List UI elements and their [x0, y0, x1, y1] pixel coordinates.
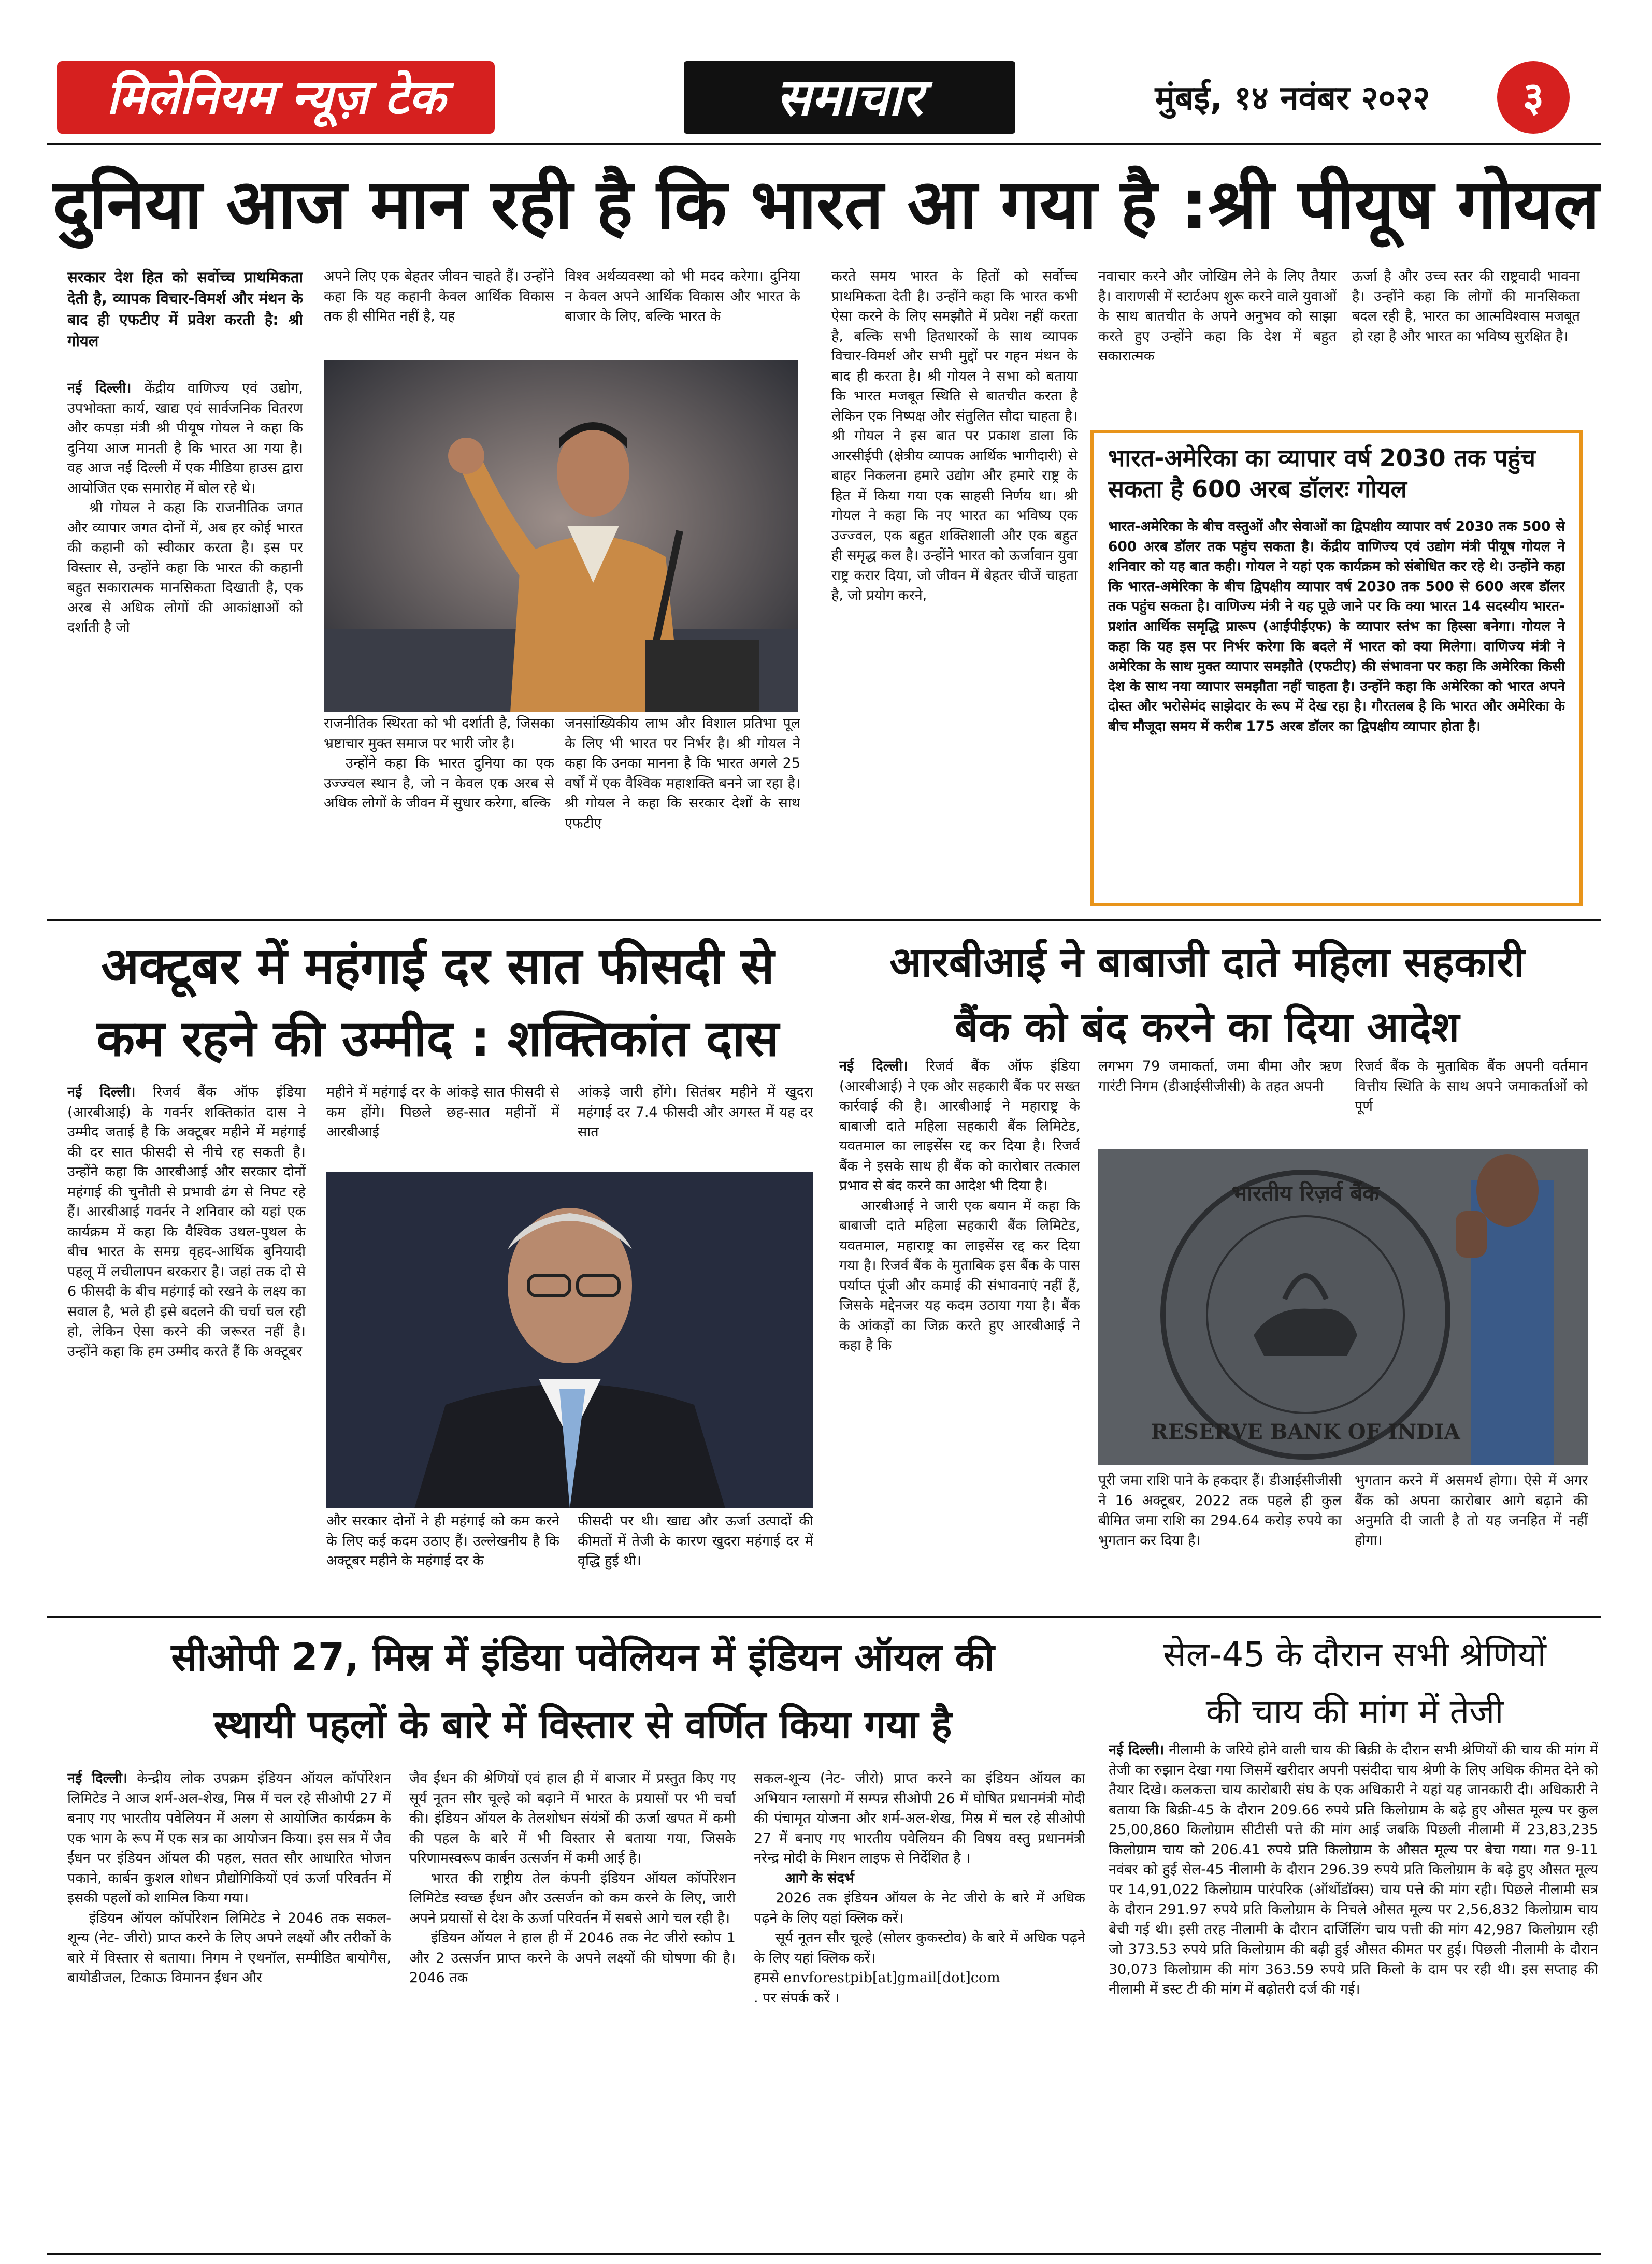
- story2-col2-bottom: और सरकार दोनों ने ही महंगाई को कम करने के लिए कई कदम उठाए हैं। उल्लेखनीय है कि अक्टूबर महीने के महंगाई दर के: [326, 1513, 559, 1569]
- story3-col2-top: लगभग 79 जमाकर्ता, जमा बीमा और ऋण गारंटी निगम (डीआईसीजीसी) के तहत अपनी: [1098, 1058, 1342, 1094]
- story4-headline-line1: सीओपी 27, मिस्र में इंडिया पवेलियन में इंडियन ऑयल की: [171, 1635, 995, 1680]
- story4-col2-p1: जैव ईंधन की श्रेणियों एवं हाल ही में बाजार में प्रस्तुत किए गए सूर्य नूतन सौर चूल्हे को बढ़ाने में भारत के प्रयासों पर भी चर्चा की। इंडियन ऑयल के तेलशोधन संयंत्रों की ऊर्जा खपत में कमी की पहल के बारे में भी विस्तार से बताया गया, जिसके परिणामस्वरूप कार्बन उत्सर्जन में कमी आई है।: [409, 1770, 736, 1866]
- story5-body: [1109, 1740, 1598, 2248]
- story5-headline-line2: की चाय की मांग में तेजी: [1205, 1692, 1504, 1732]
- story1-column5: नवाचार करने और जोखिम लेने के लिए तैयार है। वाराणसी में स्टार्टअप शुरू करने वाले युवाओं के साथ बातचीत के अपने अनुभव को साझा करते हुए उन्होंने कहा कि देश में बहुत सकारात्मक: [1098, 268, 1337, 364]
- goyal-photo: [324, 360, 798, 712]
- story2-col3-bottom: फीसदी पर थी। खाद्य और ऊर्जा उत्पादों की कीमतों में तेजी के कारण खुदरा महंगाई दर में वृद्धि हुई थी।: [578, 1513, 813, 1569]
- story2-headline-line1: अक्टूबर में महंगाई दर सात फीसदी से: [101, 937, 774, 995]
- story3-dateline: नई दिल्ली।: [839, 1058, 908, 1074]
- story1-col3-bottom: जनसांख्यिकीय लाभ और विशाल प्रतिभा पूल के लिए भी भारत पर निर्भर है। श्री गोयल ने कहा कि उनका मानना है कि भारत अगले 25 वर्षों में एक वैश्विक महाशक्ति बनने जा रहा है। श्री गोयल ने कहा कि सरकार देशों के साथ एफटीए: [565, 715, 800, 831]
- section-banner: [684, 61, 1015, 134]
- rbi-photo-art: [1098, 1149, 1588, 1465]
- story1-column4: करते समय भारत के हितों को सर्वोच्च प्राथमिकता देती है। उन्होंने कहा कि भारत कभी ऐसा करने के लिए समझौते में प्रवेश नहीं करता है, बल्कि सभी हितधारकों के साथ व्यापक विचार-विमर्श और सभी मुद्दों पर गहन मंथन के बाद ही करता है। श्री गोयल ने सभा को बताया कि भारत मजबूत स्थिति से बातचीत करता है लेकिन एक निष्पक्ष और संतुलित सौदा चाहता है। श्री गोयल ने इस बात पर प्रकाश डाला कि आरसीईपी (क्षेत्रीय व्यापक आर्थिक भागीदारी) से बाहर निकलना हमारे उद्योग और हमारे राष्ट्र के हित में किया गया एक साहसी निर्णय था। श्री गोयल ने कहा कि नए भारत का भविष्य एक उज्ज्वल, एक बहुत शक्तिशाली और एक बहुत ही समृद्ध कल है। उन्होंने भारत को ऊर्जावान युवा राष्ट्र करार दिया, जो जीवन में बेहतर चीजें चाहता है, जो प्रयोग करने,: [831, 268, 1078, 603]
- masthead: [0, 0, 1652, 135]
- story4-contact-end: . पर संपर्क करें ।: [754, 1989, 840, 2006]
- story3-col3-top: रिजर्व बैंक के मुताबिक बैंक अपनी वर्तमान वित्तीय स्थिति के साथ अपने जमाकर्ताओं को पूर्ण: [1355, 1058, 1588, 1114]
- rbi-emblem-english: RESERVE BANK OF INDIA: [1151, 1420, 1460, 1444]
- story4-dateline: नई दिल्ली।: [67, 1770, 128, 1786]
- story2-column1: [67, 1083, 306, 1657]
- story2-col2-top: महीने में महंगाई दर के आंकड़े सात फीसदी से कम होंगे। पिछले छह-सात महीनों में आरबीआई: [326, 1084, 559, 1140]
- trade-box-headline: भारत-अमेरिका का व्यापार वर्ष 2030 तक पहुंच सकता है 600 अरब डॉलरः गोयल: [1108, 444, 1536, 503]
- story1-col1-p1: केंद्रीय वाणिज्य एवं उद्योग, उपभोक्ता कार्य, खाद्य एवं सार्वजनिक वितरण और कपड़ा मंत्री श्री पीयूष गोयल ने कहा कि दुनिया आज मानती है कि भारत आ गया है। वह आज नई दिल्ली में एक मीडिया हाउस द्वारा आयोजित एक समारोह में बोल रहे थे।: [67, 380, 303, 496]
- rbi-photo: [1098, 1149, 1588, 1465]
- page-number: ३: [1522, 74, 1544, 121]
- story2-headline-line2: कम रहने की उम्मीद : शक्तिकांत दास: [96, 1010, 779, 1068]
- story4-col3-subhead: आगे के संदर्भ: [785, 1870, 854, 1886]
- story4-col2-p3: इंडियन ऑयल ने हाल ही में 2046 तक नेट जीरो स्कोप 1 और 2 उत्सर्जन प्राप्त करने के अपने लक्ष्यों की घोषणा की है। 2046 तक: [409, 1930, 736, 1986]
- story1-col2-bottom-p2: उन्होंने कहा कि भारत दुनिया का एक उज्ज्वल स्थान है, जो न केवल एक अरब से अधिक लोगों के जीवन में सुधार करेगा, बल्कि: [324, 755, 554, 811]
- rbi-emblem-hindi: भारतीय रिज़र्व बैंक: [1231, 1180, 1380, 1206]
- story2-col3-top: आंकड़े जारी होंगे। सितंबर महीने में खुदरा महंगाई दर 7.4 फीसदी और अगस्त में यह दर सात: [578, 1084, 813, 1140]
- story1-col1-p2: श्री गोयल ने कहा कि राजनीतिक जगत और व्यापार जगत दोनों में, अब हर कोई भारत की कहानी को स्वीकार करता है। इस पर विस्तार से, उन्होंने कहा कि भारत की कहानी बहुत सकारात्मक मानसिकता दिखाती है, एक अरब से अधिक लोगों की आकांक्षाओं को दर्शाती है जो: [67, 500, 303, 636]
- brand-name: मिलेनियम न्यूज़ टेक: [106, 69, 446, 125]
- story4-col3-p3: सूर्य नूतन सौर चूल्हे (सोलर कुकस्टोव) के बारे में अधिक पढ़ने के लिए यहां क्लिक करें।: [754, 1930, 1085, 1966]
- story1-col2-top: अपने लिए एक बेहतर जीवन चाहते हैं। उन्होंने कहा कि यह कहानी केवल आर्थिक विकास तक ही सीमित नहीं है, यह: [324, 268, 554, 324]
- story1-dateline: नई दिल्ली।: [67, 380, 132, 396]
- story1-col2-bottom-p1: राजनीतिक स्थिरता को भी दर्शाती है, जिसका भ्रष्टाचार मुक्त समाज पर भारी जोर है।: [324, 715, 554, 752]
- trade-box-body: भारत-अमेरिका के बीच वस्तुओं और सेवाओं का द्विपक्षीय व्यापार वर्ष 2030 तक 500 से 600 अरब डॉलर तक पहुंच सकता है। केंद्रीय वाणिज्य एवं उद्योग मंत्री पीयूष गोयल ने शनिवार को यह बात कही। गोयल ने यहां एक कार्यक्रम को संबोधित कर रहे थे। उन्होंने कहा कि भारत-अमेरिका के बीच द्विपक्षीय व्यापार वर्ष 2030 तक 500 से 600 अरब डॉलर तक पहुंच सकता है। वाणिज्य मंत्री ने यह पूछे जाने पर कि क्या भारत 14 सदस्यीय भारत-प्रशांत आर्थिक समृद्धि प्रारूप (आईपीईएफ) के व्यापार स्तंभ का हिस्सा बनेगा। गोयल ने कहा कि यह इस पर निर्भर करेगा कि बदले में भारत को क्या मिलेगा। वाणिज्य मंत्री ने अमेरिका के साथ मुक्त व्यापार समझौते (एफटीए) की संभावना पर कहा कि अमेरिका किसी देश के साथ नया व्यापार समझौता नहीं चाहता है। उन्होंने कहा कि अमेरिका को भारत अपने दोस्त और भरोसेमंद साझेदार के रूप में देख रहा है। गौरतलब है कि भारत और अमेरिका के बीच मौजूदा समय में करीब 175 अरब डॉलर का द्विपक्षीय व्यापार होता है।: [1108, 518, 1565, 734]
- trade-box: [1090, 430, 1583, 906]
- story4-col3-p2: 2026 तक इंडियन ऑयल के नेट जीरो के बारे में अधिक पढ़ने के लिए यहां क्लिक करें।: [754, 1890, 1085, 1926]
- das-photo: [326, 1172, 813, 1508]
- das-photo-art: [326, 1172, 813, 1508]
- story3-col2-bottom: पूरी जमा राशि पाने के हकदार हैं। डीआईसीजीसी ने 16 अक्टूबर, 2022 तक पहले ही कुल बीमित जमा राशि का 294.64 करोड़ रुपये का भुगतान कर दिया है।: [1098, 1473, 1342, 1549]
- masthead-rule: [47, 143, 1601, 145]
- issue-date: मुंबई, १४ नवंबर २०२२: [1155, 79, 1430, 118]
- story4-column2: [409, 1769, 736, 2245]
- story1-col3-top: विश्व अर्थव्यवस्था को भी मदद करेगा। दुनिया न केवल अपने आर्थिक विकास और भारत के बाजार के लिए, बल्कि भारत के: [565, 268, 800, 324]
- story3-col1-p1: रिजर्व बैंक ऑफ इंडिया (आरबीआई) ने एक और सहकारी बैंक पर सख्त कार्रवाई की है। आरबीआई ने महाराष्ट्र के बाबाजी दाते महिला सहकारी बैंक लिमिटेड, यवतमाल का लाइसेंस रद्द कर दिया है। रिजर्व बैंक ने इसके साथ ही बैंक को कारोबार तत्काल प्रभाव से बंद करने का आदेश भी दिया है।: [839, 1058, 1080, 1194]
- rule-2: [47, 1616, 1601, 1618]
- story2-dateline: नई दिल्ली।: [67, 1084, 136, 1100]
- story4-col2-p2: भारत की राष्ट्रीय तेल कंपनी इंडियन ऑयल कॉर्पोरेशन लिमिटेड स्वच्छ ईंधन और उत्सर्जन को कम करने के लिए, जारी अपने प्रयासों से देश के ऊर्जा परिवर्तन में सबसे आगे चल रही है।: [409, 1870, 736, 1926]
- story4-column1: [67, 1769, 391, 2245]
- story5-headline-line1: सेल-45 के दौरान सभी श्रेणियों: [1163, 1635, 1546, 1675]
- story4-contact-email[interactable]: envforestpib[at]gmail[dot]com: [783, 1970, 1000, 1986]
- rule-bottom: [47, 2253, 1601, 2255]
- goyal-photo-art: [324, 360, 798, 712]
- story4-col1-p1: केन्द्रीय लोक उपक्रम इंडियन ऑयल कॉर्पोरेशन लिमिटेड ने आज शर्म-अल-शेख, मिस्र में चल रहे सीओपी 27 में बनाए गए भारतीय पवेलियन में अलग से आयोजित कार्यक्रम के एक भाग के रूप में एक सत्र का आयोजन किया। इस सत्र में जैव ईंधन पर इंडियन ऑयल की पहल, सतत सौर आधारित भोजन पकाने, कार्बन कुशल शोधन प्रौद्योगिकियों एवं ऊर्जा परिवर्तन में इसकी पहलों को शामिल किया गया।: [67, 1770, 391, 1906]
- story4-headline: [62, 1624, 1103, 1769]
- story1-column6: ऊर्जा है और उच्च स्तर की राष्ट्रवादी भावना है। उन्होंने कहा कि लोगों की मानसिकता बदल रही है, भारत का आत्मविश्वास मजबूत हो रहा है और भारत का भविष्य सुरक्षित है।: [1352, 268, 1580, 344]
- story4-column3: [754, 1769, 1085, 2245]
- story1-intro: सरकार देश हित को सर्वोच्च प्राथमिकता देती है, व्यापक विचार-विमर्श और मंथन के बाद ही एफटीए में प्रवेश करती है: श्री गोयल: [67, 268, 303, 350]
- story3-col1-p2: आरबीआई ने जारी एक बयान में कहा कि बाबाजी दाते महिला सहकारी बैंक लिमिटेड, यवतमाल, महाराष्ट्र का लाइसेंस रद्द कर दिया गया है। रिजर्व बैंक के मुताबिक इस बैंक के पास पर्याप्त पूंजी और कमाई की संभावनाएं नहीं हैं, जिसके मद्देनजर यह कदम उठाया गया है। बैंक के आंकड़ों का जिक्र करते हुए आरबीआई ने कहा है कि: [839, 1198, 1080, 1353]
- story2-col1-text: रिजर्व बैंक ऑफ इंडिया (आरबीआई) के गवर्नर शक्तिकांत दास ने उम्मीद जताई है कि अक्टूबर महीने में महंगाई की दर सात फीसदी से नीचे रह सकती है। उन्होंने कहा कि आरबीआई और सरकार दोनों महंगाई की चुनौती से प्रभावी ढंग से निपट रहे हैं। आरबीआई गवर्नर ने शनिवार को यहां एक कार्यक्रम में कहा कि वैश्विक उथल-पुथल के बीच भारत के समग्र वृहद-आर्थिक बुनियादी पहलू में लचीलापन बरकरार है। जहां तक दो से 6 फीसदी के बीच महंगाई को रखने के लक्ष्य का सवाल है, भले ही इसे बदलने की चर्चा चल रही हो, लेकिन ऐसा करने की जरूरत नहीं है। उन्होंने कहा कि हम उम्मीद करते हैं कि अक्टूबर: [67, 1084, 306, 1360]
- story1-column1: [67, 267, 303, 909]
- story4-col3-p1: सकल-शून्य (नेट- जीरो) प्राप्त करने का इंडियन ऑयल का अभियान ग्लासगो में सम्पन्न सीओपी 26 में घोषित प्रधानमंत्री मोदी की पंचामृत योजना और शर्म-अल-शेख, मिस्र में चल रहे सीओपी 27 में बनाए गए भारतीय पवेलियन की विषय वस्तु प्रधानमंत्री नरेन्द्र मोदी के मिशन लाइफ से निर्देशित है ।: [754, 1770, 1085, 1866]
- story1-headline: दुनिया आज मान रही है कि भारत आ गया है :श्री पीयूष गोयल: [52, 165, 1600, 244]
- section-name: समाचार: [776, 67, 923, 127]
- story3-headline-line1: आरबीआई ने बाबाजी दाते महिला सहकारी: [889, 938, 1525, 986]
- story1-col2-bottom: [324, 714, 554, 911]
- story4-headline-line2: स्थायी पहलों के बारे में विस्तार से वर्णित किया गया है: [213, 1703, 952, 1747]
- story4-contact-label: हमसे: [754, 1970, 779, 1986]
- story5-dateline: नई दिल्ली।: [1109, 1742, 1165, 1758]
- story3-column1: [839, 1057, 1080, 1660]
- story3-headline-line2: बैंक को बंद करने का दिया आदेश: [954, 1003, 1460, 1051]
- page-number-badge: [1497, 61, 1570, 134]
- story5-body-text: नीलामी के जरिये होने वाली चाय की बिक्री के दौरान सभी श्रेणियों की चाय की मांग में तेजी का रुझान देखा गया जिसमें खरीदार अपनी पसंदीदा चाय श्रेणी के लिए अधिक कीमत देने को तैयार दिखे। कलकत्ता चाय कारोबारी संघ के एक अधिकारी ने यहां यह जानकारी दी। अधिकारी ने बताया कि बिक्री-45 के दौरान 209.66 रुपये प्रति किलोग्राम के बढ़े हुए औसत मूल्य पर कुल 25,00,860 किलोग्राम सीटीसी पत्ते की मांग आई जबकि पिछली नीलामी में 23,83,235 किलोग्राम चाय को 206.41 रुपये प्रति किलोग्राम के औसत मूल्य पर बेचा गया। गत 9-11 नवंबर को हुई सेल-45 नीलामी के दौरान 296.39 रुपये प्रति किलोग्राम के बढ़े हुए औसत मूल्य पर 14,91,022 किलोग्राम पारंपरिक (ऑर्थोडॉक्स) चाय पत्ते की मांग रही। पिछले नीलामी सत्र के दौरान 291.97 रुपये प्रति किलोग्राम के निचले औसत मूल्य पर 2,56,832 किलोग्राम चाय बेची गई थी। इसी तरह नीलामी के दौरान दार्जिलिंग चाय पत्ती की मांग 42,987 किलोग्राम रही जो 373.53 रुपये प्रति किलोग्राम की बढ़ी हुई औसत कीमत पर हुई। पिछली नीलामी के दौरान 30,073 किलोग्राम की मांग 363.59 रुपये प्रति किलो के दाम पर रही थी। इस सप्ताह की नीलामी में डस्ट टी की मांग में बढ़ोतरी दर्ज की गई।: [1109, 1742, 1598, 1997]
- story5-headline: [1109, 1626, 1601, 1746]
- rule-1: [47, 919, 1601, 921]
- story4-col1-p2: इंडियन ऑयल कॉर्पोरेशन लिमिटेड ने 2046 तक सकल-शून्य (नेट- जीरो) प्राप्त करने के लिए अपने लक्ष्यों और तरीकों के बारे में विस्तार से बताया। निगम ने एथनॉल, सम्पीडित बायोगैस, बायोडीजल, टिकाऊ विमानन ईंधन और: [67, 1910, 391, 1986]
- story2-headline: [60, 930, 816, 1080]
- story3-headline: [829, 930, 1585, 1070]
- story3-col3-bottom: भुगतान करने में असमर्थ होगा। ऐसे में अगर बैंक को अपना कारोबार आगे बढ़ाने की अनुमति दी जाती है तो यह जनहित में नहीं होगा।: [1355, 1473, 1588, 1549]
- brand-banner: [57, 61, 495, 134]
